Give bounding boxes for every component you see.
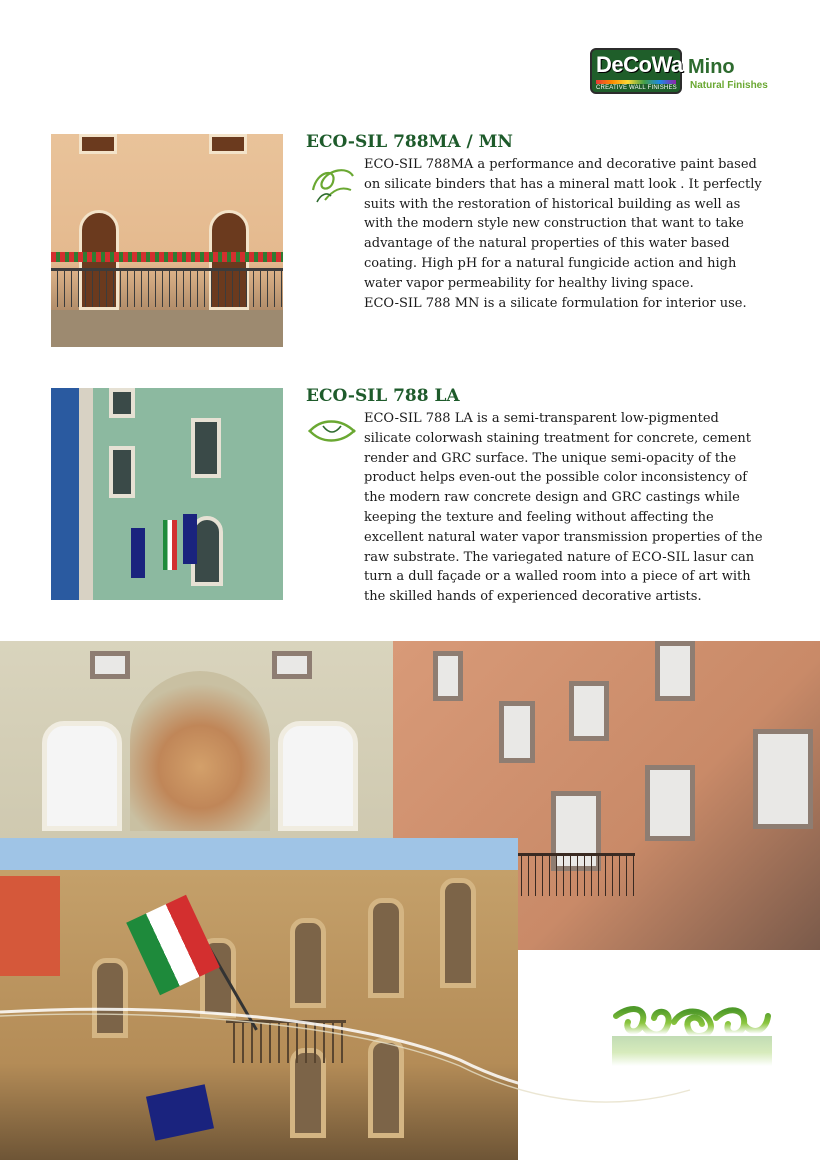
small-window <box>272 651 312 679</box>
window <box>499 701 535 763</box>
section-body <box>364 155 784 313</box>
window <box>753 729 813 829</box>
peach-facade-photo <box>51 134 283 347</box>
leaf-ornament-icon <box>307 160 357 206</box>
body-line: water vapor permeability for healthy living space. <box>364 275 694 291</box>
window <box>433 651 463 701</box>
small-window <box>90 651 130 679</box>
logo-color-stripe <box>596 80 676 84</box>
body-line: suits with the restoration of historical building as well as <box>364 196 741 212</box>
window <box>109 446 135 498</box>
body-line: ECO-SIL 788 LA is a semi-transparent low-pigmented <box>364 411 719 426</box>
window <box>440 878 476 988</box>
arched-window <box>42 721 122 831</box>
brand-subtitle: Natural Finishes <box>690 80 768 91</box>
body-line: coating. High pH for a natural fungicide action and high <box>364 255 737 271</box>
body-line: ECO-SIL 788MA a performance and decorative paint based <box>364 157 757 172</box>
logo-tagline: CREATIVE WALL FINISHES <box>596 85 677 91</box>
upper-window <box>79 134 117 154</box>
body-line: the skilled hands of experienced decorative artists. <box>364 589 702 605</box>
window <box>368 898 404 998</box>
window <box>645 765 695 841</box>
body-line: keeping the texture and feeling without affecting the <box>364 509 714 525</box>
leaf-ornament-icon <box>307 416 357 446</box>
lion-fresco <box>130 671 270 831</box>
italian-flag <box>163 520 177 570</box>
body-line: silicate colorwash staining treatment for concrete, cement <box>364 430 752 446</box>
red-roof <box>0 876 60 976</box>
body-line: on silicate binders that has a mineral matt look . It perfectly <box>364 176 762 192</box>
window <box>655 641 695 701</box>
iron-balcony <box>51 268 283 307</box>
decowa-logo-badge <box>590 48 682 94</box>
body-line: turn a dull façade or a walled room into a piece of art with <box>364 569 751 585</box>
body-line: raw substrate. The variegated nature of ECO-SIL lasur can <box>364 549 755 565</box>
body-line: advantage of the natural properties of this water based <box>364 236 730 252</box>
section-body <box>364 409 784 607</box>
body-line: excellent natural water vapor transmission properties of the <box>364 529 763 545</box>
iron-balcony <box>515 853 635 896</box>
flower-boxes <box>51 252 283 262</box>
window <box>109 388 135 418</box>
green-facade-photo <box>51 388 283 600</box>
body-line: with the modern style new construction that want to take <box>364 216 744 232</box>
arched-window <box>278 721 358 831</box>
body-line: render and GRC surface. The unique semi-opacity of the <box>364 450 737 466</box>
window <box>569 681 609 741</box>
logo-word: DeCoWa <box>596 52 683 77</box>
eu-flag <box>183 514 197 564</box>
body-line: ECO-SIL 788 MN is a silicate formulation for interior use. <box>364 295 747 311</box>
section-title: ECO-SIL 788MA / MN <box>306 132 513 152</box>
brand-name: Mino <box>688 56 735 78</box>
eu-flag <box>131 528 145 578</box>
balcony-base <box>51 310 283 347</box>
upper-window <box>209 134 247 154</box>
footer-leaf-ornament-icon <box>612 1002 772 1066</box>
window <box>191 418 221 478</box>
brand-logo <box>590 48 780 98</box>
fresco-facade-photo <box>0 641 393 838</box>
body-line: product helps even-out the possible color inconsistency of <box>364 470 748 486</box>
section-title: ECO-SIL 788 LA <box>306 386 460 406</box>
body-line: the modern raw concrete design and GRC castings while <box>364 490 740 506</box>
